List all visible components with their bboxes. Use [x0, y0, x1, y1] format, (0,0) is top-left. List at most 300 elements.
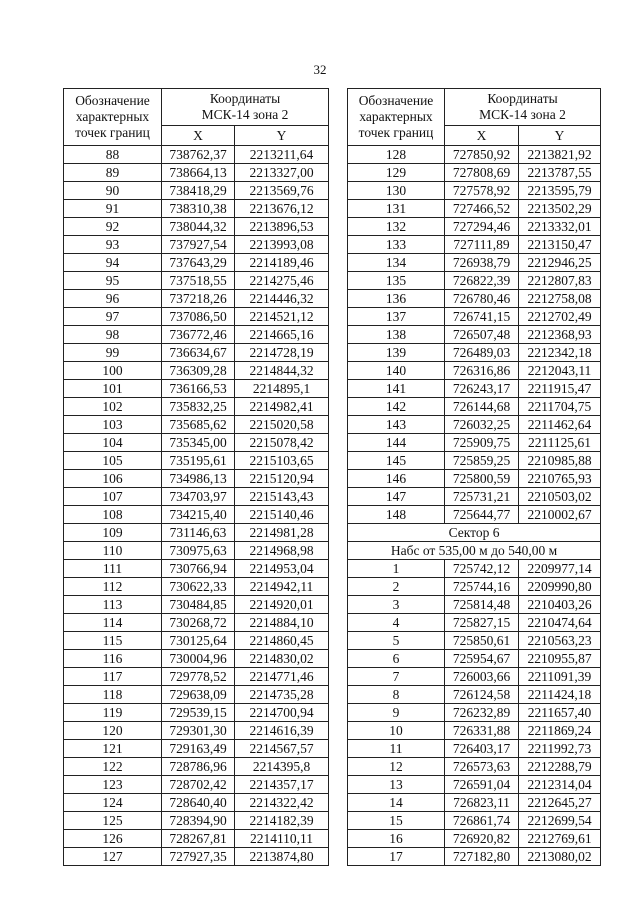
point-id: 131: [348, 200, 445, 218]
point-id: 139: [348, 344, 445, 362]
coordinates-header: Координаты МСК-14 зона 2: [445, 89, 601, 126]
table-row: [64, 758, 329, 776]
point-id: 138: [348, 326, 445, 344]
table-row: [348, 344, 601, 362]
y-value: 2214189,46: [235, 254, 329, 272]
x-value: 737927,54: [162, 236, 235, 254]
point-id: 88: [64, 146, 162, 164]
point-id: 2: [348, 578, 445, 596]
y-value: 2215103,65: [235, 452, 329, 470]
table-row: [64, 308, 329, 326]
point-id: 107: [64, 488, 162, 506]
table-row: [64, 434, 329, 452]
table-row: [64, 272, 329, 290]
y-value: 2214395,8: [235, 758, 329, 776]
table-row: [64, 362, 329, 380]
y-value: 2211657,40: [519, 704, 601, 722]
y-value: 2212043,11: [519, 362, 601, 380]
point-id: 11: [348, 740, 445, 758]
x-value: 727808,69: [445, 164, 519, 182]
table-row: [64, 560, 329, 578]
y-value: 2209990,80: [519, 578, 601, 596]
x-value: 730125,64: [162, 632, 235, 650]
x-value: 736634,67: [162, 344, 235, 362]
point-id: 141: [348, 380, 445, 398]
x-value: 730004,96: [162, 650, 235, 668]
table-row: [64, 416, 329, 434]
y-value: 2211869,24: [519, 722, 601, 740]
point-id: 146: [348, 470, 445, 488]
table-row: [348, 812, 601, 830]
table-row: [64, 578, 329, 596]
point-id: 109: [64, 524, 162, 542]
x-value: 729163,49: [162, 740, 235, 758]
table-row: [64, 524, 329, 542]
table-row: [348, 434, 601, 452]
y-value: 2214884,10: [235, 614, 329, 632]
y-value: 2213595,79: [519, 182, 601, 200]
point-id: 99: [64, 344, 162, 362]
y-value: 2210503,02: [519, 488, 601, 506]
point-id: 118: [64, 686, 162, 704]
x-value: 737086,50: [162, 308, 235, 326]
x-value: 726780,46: [445, 290, 519, 308]
point-id: 112: [64, 578, 162, 596]
table-row: [348, 794, 601, 812]
x-value: 726232,89: [445, 704, 519, 722]
table-row: [348, 416, 601, 434]
sector-title-row: [348, 524, 601, 542]
table-row: [64, 200, 329, 218]
y-value: 2210474,64: [519, 614, 601, 632]
table-row: [64, 254, 329, 272]
y-value: 2212288,79: [519, 758, 601, 776]
point-id: 91: [64, 200, 162, 218]
table-row: [348, 326, 601, 344]
point-id: 114: [64, 614, 162, 632]
y-value: 2214735,28: [235, 686, 329, 704]
y-header: Y: [235, 126, 329, 146]
point-id: 130: [348, 182, 445, 200]
table-row: [348, 614, 601, 632]
table-row: [348, 380, 601, 398]
y-value: 2214860,45: [235, 632, 329, 650]
x-value: 729539,15: [162, 704, 235, 722]
x-value: 726822,39: [445, 272, 519, 290]
point-id: 124: [64, 794, 162, 812]
x-value: 725954,67: [445, 650, 519, 668]
y-value: 2211915,47: [519, 380, 601, 398]
point-id: 106: [64, 470, 162, 488]
y-value: 2214942,11: [235, 578, 329, 596]
table-row: [348, 236, 601, 254]
y-value: 2215120,94: [235, 470, 329, 488]
x-value: 734986,13: [162, 470, 235, 488]
point-id: 1: [348, 560, 445, 578]
sector-range-row: [348, 542, 601, 560]
table-row: [64, 596, 329, 614]
point-id: 104: [64, 434, 162, 452]
table-row: [348, 668, 601, 686]
x-value: 735345,00: [162, 434, 235, 452]
x-value: 726507,48: [445, 326, 519, 344]
table-row: [64, 164, 329, 182]
point-id: 8: [348, 686, 445, 704]
y-value: 2214275,46: [235, 272, 329, 290]
y-value: 2214920,01: [235, 596, 329, 614]
x-value: 725800,59: [445, 470, 519, 488]
table-row: [348, 506, 601, 524]
x-value: 730766,94: [162, 560, 235, 578]
x-value: 725859,25: [445, 452, 519, 470]
y-value: 2212702,49: [519, 308, 601, 326]
point-id: 111: [64, 560, 162, 578]
y-value: 2213080,02: [519, 848, 601, 866]
table-row: [348, 722, 601, 740]
x-value: 730268,72: [162, 614, 235, 632]
table-row: [348, 848, 601, 866]
point-id: 93: [64, 236, 162, 254]
table-row: [64, 830, 329, 848]
point-id: 90: [64, 182, 162, 200]
point-id: 126: [64, 830, 162, 848]
x-value: 735195,61: [162, 452, 235, 470]
point-id: 120: [64, 722, 162, 740]
table-row: [64, 488, 329, 506]
x-value: 736772,46: [162, 326, 235, 344]
x-value: 726861,74: [445, 812, 519, 830]
table-row: [348, 578, 601, 596]
table-row: [64, 668, 329, 686]
x-value: 735832,25: [162, 398, 235, 416]
y-value: 2212314,04: [519, 776, 601, 794]
y-value: 2212769,61: [519, 830, 601, 848]
point-id: 108: [64, 506, 162, 524]
point-id: 7: [348, 668, 445, 686]
y-value: 2214844,32: [235, 362, 329, 380]
coordinates-header: Координаты МСК-14 зона 2: [162, 89, 329, 126]
point-id: 142: [348, 398, 445, 416]
x-value: 727466,52: [445, 200, 519, 218]
y-value: 2212946,25: [519, 254, 601, 272]
y-value: 2214700,94: [235, 704, 329, 722]
y-value: 2215020,58: [235, 416, 329, 434]
x-value: 729778,52: [162, 668, 235, 686]
point-id: 140: [348, 362, 445, 380]
table-row: [64, 848, 329, 866]
point-id: 143: [348, 416, 445, 434]
point-id: 116: [64, 650, 162, 668]
point-id: 129: [348, 164, 445, 182]
x-value: 738664,13: [162, 164, 235, 182]
point-id: 98: [64, 326, 162, 344]
y-value: 2212758,08: [519, 290, 601, 308]
table-row: [64, 218, 329, 236]
y-value: 2214982,41: [235, 398, 329, 416]
x-value: 738418,29: [162, 182, 235, 200]
x-value: 726489,03: [445, 344, 519, 362]
page-number: 32: [313, 62, 327, 77]
y-value: 2214665,16: [235, 326, 329, 344]
x-value: 725850,61: [445, 632, 519, 650]
point-id: 101: [64, 380, 162, 398]
x-value: 726938,79: [445, 254, 519, 272]
point-id: 128: [348, 146, 445, 164]
point-id: 135: [348, 272, 445, 290]
table-row: [348, 272, 601, 290]
point-id: 4: [348, 614, 445, 632]
point-id: 105: [64, 452, 162, 470]
point-id: 102: [64, 398, 162, 416]
y-header: Y: [519, 126, 601, 146]
table-row: [348, 164, 601, 182]
point-id: 147: [348, 488, 445, 506]
x-value: 734703,97: [162, 488, 235, 506]
y-value: 2212368,93: [519, 326, 601, 344]
table-row: [64, 398, 329, 416]
table-row: [64, 794, 329, 812]
table-row: [348, 686, 601, 704]
x-value: 726920,82: [445, 830, 519, 848]
point-id: 92: [64, 218, 162, 236]
table-row: [348, 398, 601, 416]
y-value: 2214182,39: [235, 812, 329, 830]
table-row: [64, 686, 329, 704]
y-value: 2214953,04: [235, 560, 329, 578]
x-value: 728267,81: [162, 830, 235, 848]
table-row: [64, 380, 329, 398]
x-value: 727850,92: [445, 146, 519, 164]
y-value: 2214567,57: [235, 740, 329, 758]
point-id: 137: [348, 308, 445, 326]
table-row: [348, 254, 601, 272]
table-row: [64, 650, 329, 668]
x-value: 725742,12: [445, 560, 519, 578]
y-value: 2209977,14: [519, 560, 601, 578]
point-id: 3: [348, 596, 445, 614]
sector-title: Сектор 6: [348, 524, 601, 542]
point-id: 145: [348, 452, 445, 470]
y-value: 2214968,98: [235, 542, 329, 560]
table-row: [348, 596, 601, 614]
y-value: 2211125,61: [519, 434, 601, 452]
y-value: 2213569,76: [235, 182, 329, 200]
point-id: 97: [64, 308, 162, 326]
x-header: X: [162, 126, 235, 146]
table-row: [348, 488, 601, 506]
point-id: 5: [348, 632, 445, 650]
table-row: [348, 452, 601, 470]
y-value: 2213874,80: [235, 848, 329, 866]
point-id: 16: [348, 830, 445, 848]
y-value: 2210955,87: [519, 650, 601, 668]
point-id: 136: [348, 290, 445, 308]
x-value: 726032,25: [445, 416, 519, 434]
table-row: [348, 632, 601, 650]
table-row: [348, 218, 601, 236]
y-value: 2213502,29: [519, 200, 601, 218]
table-row: [64, 326, 329, 344]
x-value: 726823,11: [445, 794, 519, 812]
y-value: 2210985,88: [519, 452, 601, 470]
x-value: 725814,48: [445, 596, 519, 614]
table-row: [348, 290, 601, 308]
y-value: 2212699,54: [519, 812, 601, 830]
table-row: [64, 146, 329, 164]
x-value: 730484,85: [162, 596, 235, 614]
point-id: 94: [64, 254, 162, 272]
table-row: [348, 758, 601, 776]
point-id: 121: [64, 740, 162, 758]
x-value: 729638,09: [162, 686, 235, 704]
x-value: 730975,63: [162, 542, 235, 560]
y-value: 2210403,26: [519, 596, 601, 614]
y-value: 2213993,08: [235, 236, 329, 254]
table-row: [64, 614, 329, 632]
x-value: 734215,40: [162, 506, 235, 524]
x-value: 726573,63: [445, 758, 519, 776]
y-value: 2214322,42: [235, 794, 329, 812]
x-value: 738044,32: [162, 218, 235, 236]
table-row: [348, 650, 601, 668]
table-row: [348, 776, 601, 794]
table-row: [64, 704, 329, 722]
x-header: X: [445, 126, 519, 146]
x-value: 726316,86: [445, 362, 519, 380]
table-row: [64, 344, 329, 362]
x-value: 726243,17: [445, 380, 519, 398]
point-id: 95: [64, 272, 162, 290]
point-id: 12: [348, 758, 445, 776]
y-value: 2212645,27: [519, 794, 601, 812]
y-value: 2214110,11: [235, 830, 329, 848]
table-row: [348, 362, 601, 380]
y-value: 2212807,83: [519, 272, 601, 290]
coordinates-table-right: [347, 88, 601, 866]
table-row: [64, 722, 329, 740]
table-row: [64, 542, 329, 560]
x-value: 729301,30: [162, 722, 235, 740]
x-value: 728702,42: [162, 776, 235, 794]
table-row: [348, 740, 601, 758]
point-id: 10: [348, 722, 445, 740]
table-row: [348, 830, 601, 848]
table-row: [64, 740, 329, 758]
y-value: 2213211,64: [235, 146, 329, 164]
point-id: 133: [348, 236, 445, 254]
point-id: 15: [348, 812, 445, 830]
table-row: [348, 470, 601, 488]
x-value: 726331,88: [445, 722, 519, 740]
x-value: 726144,68: [445, 398, 519, 416]
x-value: 727578,92: [445, 182, 519, 200]
point-id: 17: [348, 848, 445, 866]
y-value: 2211424,18: [519, 686, 601, 704]
table-row: [64, 182, 329, 200]
point-id: 125: [64, 812, 162, 830]
table-row: [348, 704, 601, 722]
point-id: 123: [64, 776, 162, 794]
point-id: 113: [64, 596, 162, 614]
point-id: 115: [64, 632, 162, 650]
x-value: 725909,75: [445, 434, 519, 452]
x-value: 738762,37: [162, 146, 235, 164]
coordinates-table-left: [63, 88, 329, 866]
point-id: 100: [64, 362, 162, 380]
y-value: 2212342,18: [519, 344, 601, 362]
x-value: 725827,15: [445, 614, 519, 632]
x-value: 726403,17: [445, 740, 519, 758]
table-row: [64, 290, 329, 308]
x-value: 727927,35: [162, 848, 235, 866]
y-value: 2214357,17: [235, 776, 329, 794]
y-value: 2210563,23: [519, 632, 601, 650]
x-value: 737518,55: [162, 272, 235, 290]
x-value: 726741,15: [445, 308, 519, 326]
y-value: 2214446,32: [235, 290, 329, 308]
x-value: 725731,21: [445, 488, 519, 506]
table-row: [64, 632, 329, 650]
point-id: 117: [64, 668, 162, 686]
y-value: 2214830,02: [235, 650, 329, 668]
x-value: 738310,38: [162, 200, 235, 218]
x-value: 726003,66: [445, 668, 519, 686]
x-value: 736166,53: [162, 380, 235, 398]
point-id: 119: [64, 704, 162, 722]
x-value: 728786,96: [162, 758, 235, 776]
designation-header: Обозначение характерных точек границ: [64, 89, 162, 146]
x-value: 725744,16: [445, 578, 519, 596]
point-id: 122: [64, 758, 162, 776]
x-value: 737218,26: [162, 290, 235, 308]
x-value: 735685,62: [162, 416, 235, 434]
table-row: [348, 560, 601, 578]
y-value: 2214521,12: [235, 308, 329, 326]
table-row: [64, 452, 329, 470]
y-value: 2210002,67: [519, 506, 601, 524]
table-row: [348, 200, 601, 218]
x-value: 728640,40: [162, 794, 235, 812]
y-value: 2215143,43: [235, 488, 329, 506]
table-row: [64, 470, 329, 488]
sector-range: Набс от 535,00 м до 540,00 м: [348, 542, 601, 560]
y-value: 2213327,00: [235, 164, 329, 182]
point-id: 9: [348, 704, 445, 722]
x-value: 730622,33: [162, 578, 235, 596]
table-row: [64, 236, 329, 254]
point-id: 6: [348, 650, 445, 668]
y-value: 2215078,42: [235, 434, 329, 452]
x-value: 737643,29: [162, 254, 235, 272]
point-id: 127: [64, 848, 162, 866]
x-value: 726591,04: [445, 776, 519, 794]
y-value: 2213332,01: [519, 218, 601, 236]
y-value: 2213676,12: [235, 200, 329, 218]
point-id: 96: [64, 290, 162, 308]
x-value: 727294,46: [445, 218, 519, 236]
y-value: 2214895,1: [235, 380, 329, 398]
y-value: 2211462,64: [519, 416, 601, 434]
point-id: 148: [348, 506, 445, 524]
table-row: [64, 776, 329, 794]
point-id: 110: [64, 542, 162, 560]
y-value: 2211091,39: [519, 668, 601, 686]
y-value: 2211704,75: [519, 398, 601, 416]
x-value: 736309,28: [162, 362, 235, 380]
y-value: 2214771,46: [235, 668, 329, 686]
point-id: 89: [64, 164, 162, 182]
x-value: 731146,63: [162, 524, 235, 542]
